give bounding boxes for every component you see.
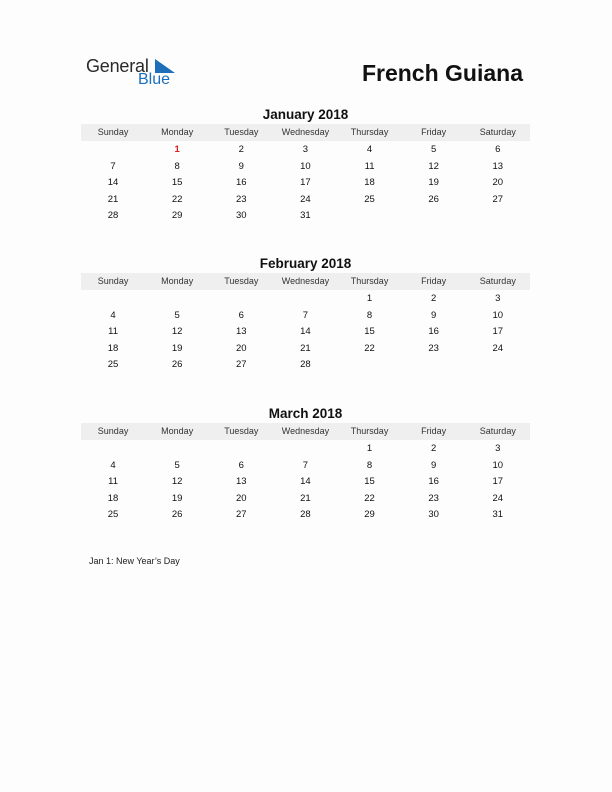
day-cell: 8 bbox=[366, 459, 373, 471]
day-cell: 5 bbox=[431, 144, 437, 155]
empty-day-cell bbox=[81, 441, 145, 458]
weekday-label: Sunday bbox=[97, 127, 129, 137]
weeks-grid bbox=[81, 440, 530, 524]
week-row bbox=[81, 159, 530, 176]
day-cell: 12 bbox=[171, 476, 183, 487]
week-row bbox=[81, 507, 530, 524]
country-title: French Guiana bbox=[361, 60, 523, 86]
logo-general-text: General bbox=[86, 56, 149, 76]
empty-day-cell bbox=[338, 208, 402, 225]
day-cell: 29 bbox=[171, 210, 183, 221]
empty-day-cell bbox=[273, 441, 337, 458]
day-cell: 30 bbox=[236, 210, 247, 221]
month-block-january bbox=[81, 106, 530, 225]
week-row bbox=[81, 324, 530, 341]
day-cell: 31 bbox=[300, 210, 311, 221]
weekday-label: Monday bbox=[161, 426, 194, 436]
day-cell: 8 bbox=[366, 309, 373, 321]
day-cell: 13 bbox=[236, 476, 247, 487]
weeks-grid bbox=[81, 290, 530, 374]
weekday-label: Friday bbox=[421, 426, 447, 436]
day-cell: 21 bbox=[300, 342, 311, 354]
weekday-label: Friday bbox=[421, 127, 447, 137]
empty-day-cell bbox=[466, 208, 530, 225]
month-title: February 2018 bbox=[259, 256, 352, 271]
day-cell: 12 bbox=[171, 326, 183, 337]
weekday-label: Thursday bbox=[350, 276, 389, 286]
day-cell: 31 bbox=[492, 509, 504, 520]
empty-day-cell bbox=[81, 291, 145, 308]
weekday-label: Sunday bbox=[97, 426, 129, 436]
weekday-header bbox=[81, 124, 530, 141]
week-row bbox=[81, 308, 530, 325]
day-cell: 23 bbox=[428, 492, 439, 504]
day-cell: 28 bbox=[107, 210, 119, 221]
day-cell: 16 bbox=[428, 476, 439, 487]
day-cell: 9 bbox=[431, 459, 437, 471]
day-cell: 28 bbox=[300, 509, 311, 520]
month-block-february bbox=[81, 255, 530, 374]
day-cell: 10 bbox=[492, 309, 504, 321]
day-cell: 23 bbox=[236, 193, 247, 205]
day-cell: 3 bbox=[302, 144, 309, 155]
day-cell: 6 bbox=[238, 309, 244, 321]
month-title: January 2018 bbox=[262, 107, 349, 122]
holiday-note: Jan 1: New Year’s Day bbox=[89, 556, 180, 566]
weekday-label: Friday bbox=[421, 276, 447, 286]
day-cell: 21 bbox=[107, 193, 119, 205]
day-cell: 14 bbox=[107, 177, 119, 188]
day-cell: 13 bbox=[492, 160, 504, 172]
day-cell: 7 bbox=[302, 459, 309, 471]
weekday-header bbox=[81, 273, 530, 290]
day-cell: 7 bbox=[110, 160, 116, 172]
day-cell: 16 bbox=[236, 177, 247, 188]
day-cell: 24 bbox=[300, 193, 311, 205]
day-cell: 27 bbox=[236, 359, 247, 370]
week-row bbox=[81, 458, 530, 475]
weekday-label: Thursday bbox=[350, 127, 389, 137]
day-cell: 30 bbox=[428, 509, 439, 520]
empty-day-cell bbox=[402, 357, 466, 374]
day-cell: 4 bbox=[110, 309, 116, 321]
day-cell: 15 bbox=[364, 326, 375, 337]
day-cell: 19 bbox=[428, 177, 439, 188]
weekday-label: Wednesday bbox=[281, 276, 330, 286]
weekday-label: Wednesday bbox=[281, 127, 330, 137]
empty-day-cell bbox=[338, 357, 402, 374]
week-row bbox=[81, 208, 530, 225]
month-title: March 2018 bbox=[268, 406, 343, 421]
day-cell: 22 bbox=[364, 492, 375, 504]
day-cell: 8 bbox=[174, 160, 180, 172]
day-cell: 18 bbox=[364, 177, 375, 188]
day-cell: 25 bbox=[364, 193, 375, 205]
day-cell: 9 bbox=[431, 309, 437, 321]
week-row bbox=[81, 341, 530, 358]
day-cell: 17 bbox=[492, 476, 504, 487]
day-cell: 27 bbox=[236, 509, 247, 520]
empty-day-cell bbox=[209, 291, 273, 308]
day-cell: 13 bbox=[236, 326, 247, 337]
day-cell: 22 bbox=[171, 193, 183, 205]
weekday-label: Saturday bbox=[479, 276, 516, 286]
empty-day-cell bbox=[466, 357, 530, 374]
day-cell: 28 bbox=[300, 359, 311, 370]
day-cell: 7 bbox=[302, 309, 309, 321]
day-cell: 27 bbox=[492, 193, 504, 205]
day-cell: 5 bbox=[174, 459, 180, 471]
day-cell: 24 bbox=[492, 492, 504, 504]
day-cell: 26 bbox=[171, 509, 183, 520]
holiday-notes bbox=[89, 556, 180, 566]
day-cell: 15 bbox=[364, 476, 375, 487]
weekday-header bbox=[81, 423, 530, 440]
week-row bbox=[81, 357, 530, 374]
empty-day-cell bbox=[81, 142, 145, 159]
day-cell: 1 bbox=[174, 144, 180, 155]
day-cell: 23 bbox=[428, 342, 439, 354]
day-cell: 19 bbox=[171, 342, 183, 354]
day-cell: 18 bbox=[107, 492, 119, 504]
day-cell: 11 bbox=[108, 476, 118, 487]
day-cell: 19 bbox=[171, 492, 183, 504]
day-cell: 3 bbox=[495, 293, 501, 304]
day-cell: 25 bbox=[107, 509, 119, 520]
weeks-grid bbox=[81, 141, 530, 225]
day-cell: 20 bbox=[236, 492, 247, 504]
weekday-label: Tuesday bbox=[224, 127, 259, 137]
week-row bbox=[81, 142, 530, 159]
week-row bbox=[81, 175, 530, 192]
day-cell: 14 bbox=[300, 326, 311, 337]
day-cell: 22 bbox=[364, 342, 375, 354]
day-cell: 20 bbox=[492, 177, 504, 188]
day-cell: 3 bbox=[495, 443, 501, 454]
day-cell: 11 bbox=[364, 160, 375, 172]
weekday-label: Saturday bbox=[479, 127, 516, 137]
weekday-label: Thursday bbox=[350, 426, 389, 436]
weekday-label: Monday bbox=[161, 276, 194, 286]
day-cell: 6 bbox=[495, 144, 501, 155]
day-cell: 18 bbox=[107, 342, 119, 354]
week-row bbox=[81, 192, 530, 209]
day-cell: 29 bbox=[364, 509, 375, 520]
day-cell: 5 bbox=[174, 309, 180, 321]
weekday-label: Tuesday bbox=[224, 426, 259, 436]
day-cell: 26 bbox=[428, 193, 439, 205]
day-cell: 11 bbox=[108, 326, 118, 337]
week-row bbox=[81, 474, 530, 491]
day-cell: 10 bbox=[492, 459, 504, 471]
day-cell: 2 bbox=[238, 144, 244, 155]
day-cell: 10 bbox=[300, 160, 311, 172]
empty-day-cell bbox=[145, 291, 209, 308]
day-cell: 16 bbox=[428, 326, 439, 337]
day-cell: 1 bbox=[366, 443, 373, 454]
weekday-label: Tuesday bbox=[224, 276, 259, 286]
day-cell: 15 bbox=[171, 177, 183, 188]
weekday-label: Wednesday bbox=[281, 426, 330, 436]
day-cell: 9 bbox=[238, 160, 244, 172]
brand-logo bbox=[86, 56, 186, 92]
day-cell: 6 bbox=[238, 459, 244, 471]
week-row bbox=[81, 491, 530, 508]
day-cell: 25 bbox=[107, 359, 119, 370]
week-row bbox=[81, 291, 530, 308]
weekday-label: Monday bbox=[161, 127, 194, 137]
day-cell: 4 bbox=[110, 459, 116, 471]
empty-day-cell bbox=[273, 291, 337, 308]
empty-day-cell bbox=[402, 208, 466, 225]
week-row bbox=[81, 441, 530, 458]
logo-blue-text: Blue bbox=[138, 71, 171, 88]
day-cell: 21 bbox=[300, 492, 311, 504]
day-cell: 24 bbox=[492, 342, 504, 354]
day-cell: 17 bbox=[492, 326, 504, 337]
day-cell: 14 bbox=[300, 476, 311, 487]
weekday-label: Sunday bbox=[97, 276, 129, 286]
day-cell: 26 bbox=[171, 359, 183, 370]
day-cell: 17 bbox=[300, 177, 311, 188]
day-cell: 1 bbox=[366, 293, 373, 304]
day-cell: 2 bbox=[431, 293, 437, 304]
empty-day-cell bbox=[145, 441, 209, 458]
day-cell: 12 bbox=[428, 160, 439, 172]
month-block-march bbox=[81, 405, 530, 524]
day-cell: 2 bbox=[431, 443, 437, 454]
day-cell: 20 bbox=[236, 342, 247, 354]
day-cell: 4 bbox=[366, 144, 373, 155]
weekday-label: Saturday bbox=[479, 426, 516, 436]
empty-day-cell bbox=[209, 441, 273, 458]
